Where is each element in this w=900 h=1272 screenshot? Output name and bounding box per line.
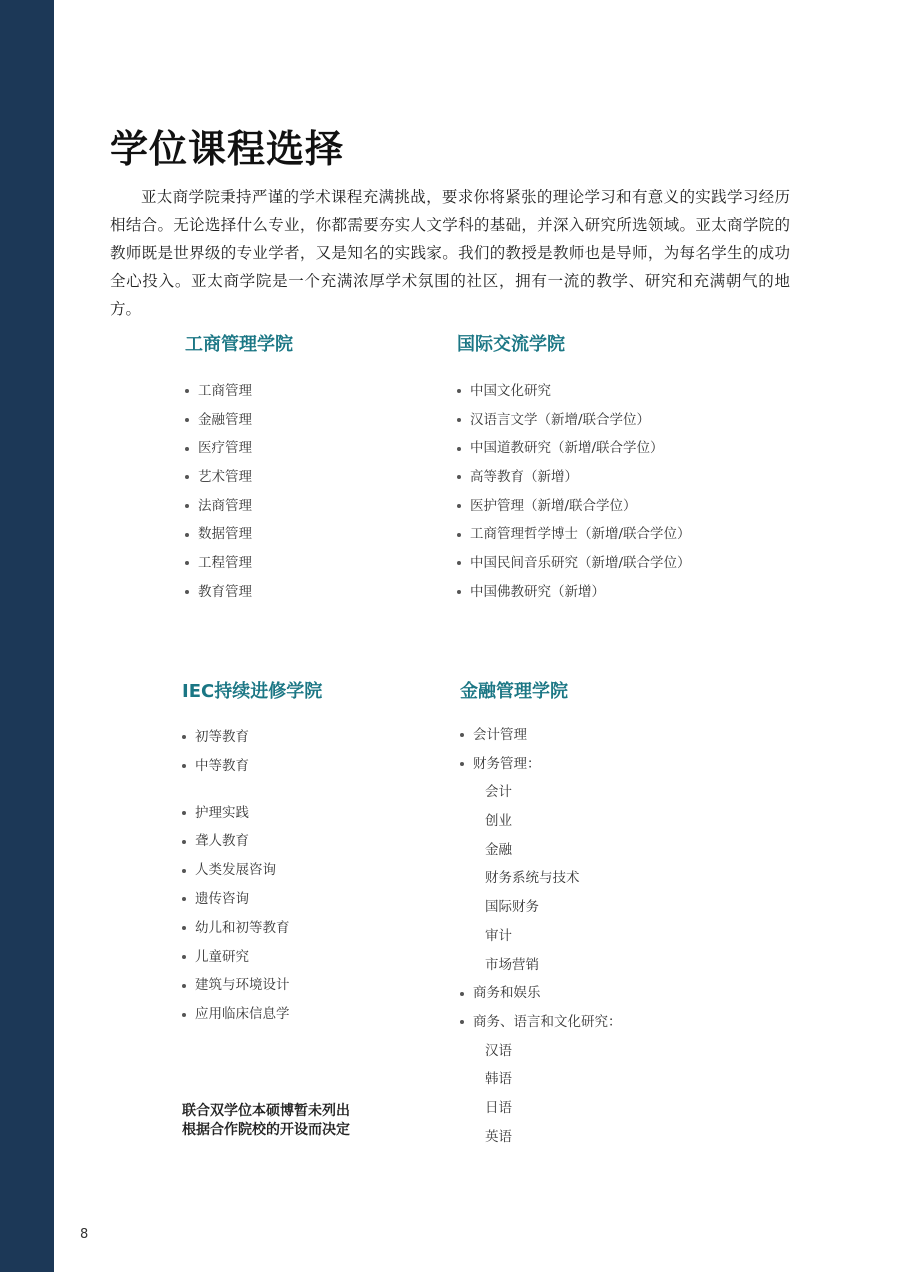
list-subitem: 汉语 bbox=[485, 1042, 512, 1059]
list-item: 中国文化研究 bbox=[457, 377, 691, 406]
list-item: 初等教育 bbox=[182, 723, 322, 752]
section-finance-school bbox=[460, 679, 622, 1151]
list-item: 商务、语言和文化研究： bbox=[460, 1008, 622, 1037]
list-subitem: 创业 bbox=[485, 813, 512, 830]
list-item: 商务和娱乐 bbox=[460, 979, 622, 1008]
list-item: 数据管理 bbox=[185, 520, 293, 549]
list-item: 会计管理 bbox=[460, 721, 622, 750]
list-item: 幼儿和初等教育 bbox=[182, 914, 322, 943]
list-item: 应用临床信息学 bbox=[182, 1000, 322, 1029]
list-item: 法商管理 bbox=[185, 492, 293, 521]
program-list bbox=[185, 377, 293, 607]
footnote-line: 联合双学位本硕博暂未列出 bbox=[182, 1103, 350, 1119]
section-title: 国际交流学院 bbox=[457, 334, 565, 355]
list-item: 中国民间音乐研究（新增/联合学位） bbox=[457, 549, 691, 578]
list-subitem: 市场营销 bbox=[485, 956, 539, 973]
list-subitem: 审计 bbox=[485, 927, 512, 944]
page-title: 学位课程选择 bbox=[110, 127, 345, 171]
list-item: 中等教育 bbox=[182, 752, 322, 781]
section-title: 金融管理学院 bbox=[460, 681, 568, 702]
list-subitem: 日语 bbox=[485, 1099, 512, 1116]
list-item: 汉语言文学（新增/联合学位） bbox=[457, 406, 691, 435]
list-item: 金融管理 bbox=[185, 406, 293, 435]
list-item: 中国道教研究（新增/联合学位） bbox=[457, 434, 691, 463]
page-number: 8 bbox=[80, 1227, 89, 1242]
list-item: 医护管理（新增/联合学位） bbox=[457, 492, 691, 521]
list-item: 建筑与环境设计 bbox=[182, 971, 322, 1000]
side-band bbox=[0, 0, 54, 1272]
list-item: 工商管理 bbox=[185, 377, 293, 406]
list-subitem: 韩语 bbox=[485, 1071, 512, 1088]
program-list bbox=[460, 721, 622, 1151]
list-item: 中国佛教研究（新增） bbox=[457, 578, 691, 607]
list-subitem: 国际财务 bbox=[485, 899, 539, 916]
list-item: 医疗管理 bbox=[185, 434, 293, 463]
intro-paragraph: 亚太商学院秉持严谨的学术课程充满挑战，要求你将紧张的理论学习和有意义的实践学习经历相结合。无论选择什么专业，你都需要夯实人文学科的基础，并深入研究所选领域。亚太商学院的教师既是世界级的专业学者，又是知名的实践家。我们的教授是教师也是导师，为每名学生的成功全心投入。亚太商学院是一个充满浓厚学术氛围的社区，拥有一流的教学、研究和充满朝气的地方。 bbox=[110, 188, 790, 318]
list-item: 艺术管理 bbox=[185, 463, 293, 492]
program-sublist bbox=[182, 799, 322, 1029]
list-item: 财务管理： bbox=[460, 750, 622, 779]
list-item: 工商管理哲学博士（新增/联合学位） bbox=[457, 520, 691, 549]
list-item: 遗传咨询 bbox=[182, 885, 322, 914]
list-subitem: 英语 bbox=[485, 1128, 512, 1145]
list-item: 教育管理 bbox=[185, 578, 293, 607]
section-title: IEC持续进修学院 bbox=[182, 681, 323, 702]
section-iec-school bbox=[182, 679, 322, 1029]
footnote-line: 根据合作院校的开设而决定 bbox=[182, 1122, 350, 1138]
section-title: 工商管理学院 bbox=[185, 334, 293, 355]
list-item: 工程管理 bbox=[185, 549, 293, 578]
list-subitem: 金融 bbox=[485, 841, 512, 858]
section-international-school bbox=[457, 332, 691, 607]
list-item: 护理实践 bbox=[182, 799, 322, 828]
list-item: 儿童研究 bbox=[182, 943, 322, 972]
footnote bbox=[182, 1102, 350, 1140]
list-item: 人类发展咨询 bbox=[182, 856, 322, 885]
section-business-school bbox=[185, 332, 293, 607]
program-list bbox=[457, 377, 691, 607]
list-item: 聋人教育 bbox=[182, 827, 322, 856]
program-list bbox=[182, 723, 322, 781]
list-subitem: 会计 bbox=[485, 784, 512, 801]
list-item: 高等教育（新增） bbox=[457, 463, 691, 492]
list-subitem: 财务系统与技术 bbox=[485, 870, 580, 887]
